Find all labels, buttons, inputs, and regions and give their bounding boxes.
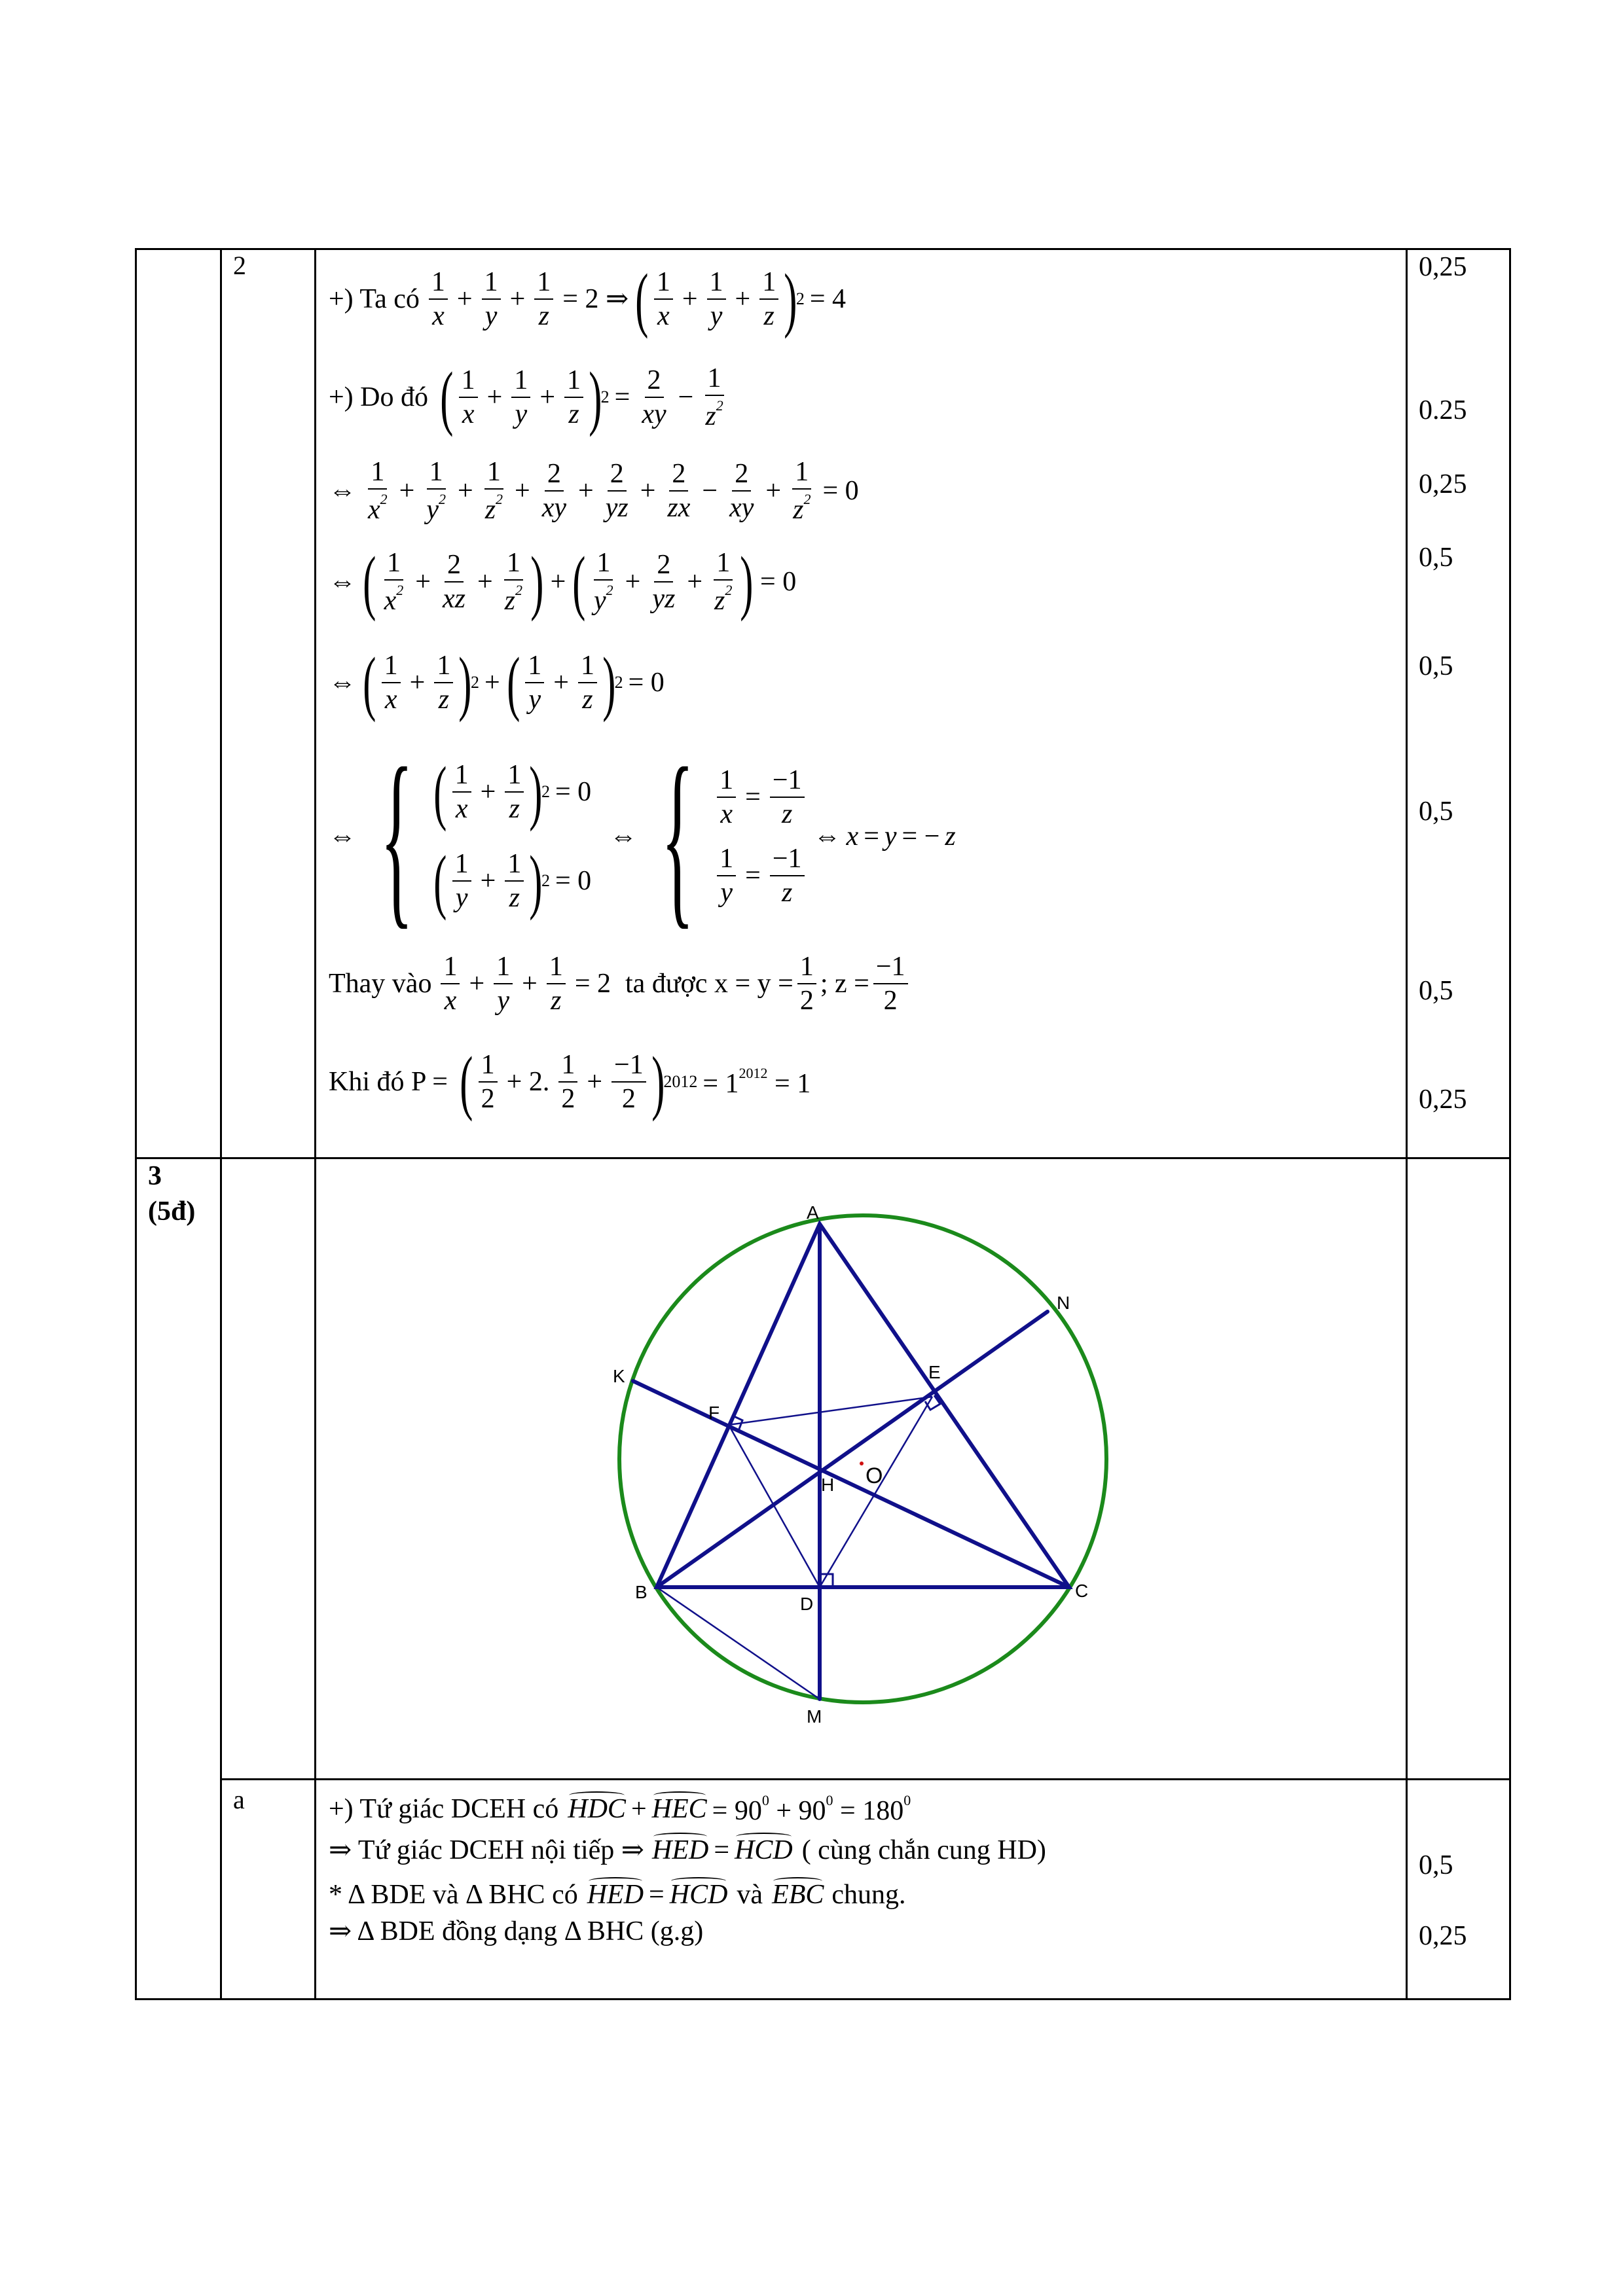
math-line-1: +) Ta có $\frac{1}{x}$ + $\frac{1}{y}$ + $\frac{1}{z}$ = 2 ⇒ ( $\frac{1}{x}$ + $\frac{1}{y}$ + $\frac{1}{z}$ ) 2 = 4 (329, 259, 847, 339)
fraction: $\frac{1}{z^2}$ (705, 363, 723, 431)
line-prefix: Khi đó P = (329, 1067, 448, 1097)
point-label: E (928, 1362, 941, 1382)
fraction: $\frac{2}{yz}$ (605, 459, 629, 523)
fraction: $\frac{1}{z^2}$ (504, 548, 523, 616)
point-label: B (635, 1582, 647, 1602)
sub-question-label: 2 (233, 251, 246, 280)
line-middle-text: ta được x = y = (625, 969, 793, 999)
line-prefix: +) Ta có (329, 284, 420, 314)
fraction: $\frac{2}{xy}$ (541, 459, 567, 523)
score: 0,25 (1419, 1085, 1467, 1115)
math-line-3: ⇔ $\frac{1}{x^2}$ + $\frac{1}{y^2}$ + $\frac{1}{z^2}$ + $\frac{2}{xy}$ + $\frac{2}{yz}$ + $\frac{2}{zx}$ − $\frac{2}{xy}$ + $\frac{1}{z^2}$ = 0 (329, 457, 859, 525)
fraction: $\frac{1}{z^2}$ (714, 548, 733, 616)
fraction: $\frac{1}{z}$ (759, 268, 778, 330)
row-divider-1 (135, 1157, 1511, 1159)
table-right-border (1509, 248, 1511, 2000)
fraction: $\frac{1}{y^2}$ (594, 548, 613, 616)
line-and: và (737, 1880, 763, 1910)
sub-question-label: a (233, 1785, 245, 1814)
line-prefix: * Δ BDE và Δ BHC có (329, 1880, 578, 1910)
fraction: $\frac{2}{xz}$ (442, 550, 465, 614)
fraction: $\frac{1}{z^2}$ (793, 457, 811, 525)
segment-FE (729, 1397, 932, 1425)
proof-line-3: * Δ BDE và Δ BHC có HED = HCD và EBC chung. (329, 1880, 906, 1910)
fraction: $\frac{1}{z}$ (578, 652, 597, 713)
table-top-border (135, 248, 1511, 250)
point-label: N (1057, 1293, 1070, 1313)
line-suffix: ( cùng chắn cung HD) (801, 1835, 1046, 1865)
proof-line-4: ⇒ Δ BDE đồng dạng Δ BHC (g.g) (329, 1916, 704, 1946)
fraction: $\frac{1}{y}$ (482, 268, 501, 330)
fraction: $\frac{2}{zx}$ (667, 459, 691, 523)
table-bottom-border (135, 1998, 1511, 2000)
line-z-text: ; z = (820, 969, 869, 999)
fraction: $\frac{1}{y}$ (511, 367, 530, 428)
math-line-8: Khi đó P = ( $\frac{1}{2}$ + 2. $\frac{1}{2}$ + $\frac{-1}{2}$ ) 2012 = $1^{2012} = 1$ (329, 1042, 811, 1122)
fraction: $\frac{1}{z^2}$ (484, 457, 503, 525)
line-prefix: Thay vào (329, 969, 432, 999)
point-label: O (866, 1463, 883, 1488)
score: 0,5 (1419, 651, 1453, 681)
fraction: $\frac{1}{x}$ (382, 652, 401, 713)
point-label: K (613, 1366, 625, 1386)
fraction: $\frac{2}{yz}$ (652, 550, 676, 614)
score: 0,5 (1419, 976, 1453, 1006)
segment-BM (657, 1587, 820, 1699)
point-label: F (708, 1403, 720, 1423)
fraction: $\frac{1}{x^2}$ (384, 548, 404, 616)
column-divider-1 (220, 248, 222, 2000)
math-line-2: +) Do đó ( $\frac{1}{x}$ + $\frac{1}{y}$ + $\frac{1}{z}$ ) 2 = $\frac{2}{xy}$ − $\frac{1}{z^2}$ (329, 361, 730, 433)
score: 0,25 (1419, 252, 1467, 282)
score: 0,25 (1419, 1921, 1467, 1951)
fraction: $\frac{1}{y^2}$ (426, 457, 446, 525)
segment-ED (820, 1397, 932, 1587)
fraction: $\frac{1}{x^2}$ (368, 457, 388, 525)
geometry-figure (576, 1178, 1165, 1727)
score: 0,5 (1419, 1850, 1453, 1880)
point-label: C (1075, 1581, 1089, 1601)
line-prefix: +) Do đó (329, 382, 429, 412)
fraction: $\frac{1}{z}$ (534, 268, 553, 330)
line-suffix: chung. (831, 1880, 906, 1910)
point-label: M (807, 1706, 822, 1727)
row-divider-2 (220, 1778, 1511, 1780)
center-dot (860, 1462, 864, 1465)
score: 0.25 (1419, 395, 1467, 425)
proof-line-1: +) Tứ giác DCEH có HDC + HEC = $90^0 + 90^0 = 180^0$ (329, 1792, 911, 1826)
question-number: 3 (148, 1161, 162, 1191)
fraction: $\frac{1}{x}$ (459, 367, 478, 428)
point-label: A (807, 1202, 819, 1223)
question-points: (5đ) (148, 1196, 196, 1227)
line-text: ⇒ Tứ giác DCEH nội tiếp ⇒ (329, 1835, 644, 1865)
line-prefix: +) Tứ giác DCEH có (329, 1794, 559, 1824)
score: 0,5 (1419, 797, 1453, 827)
fraction: $\frac{1}{z}$ (434, 652, 453, 713)
math-line-7: Thay vào $\frac{1}{x}$ + $\frac{1}{y}$ + $\frac{1}{z}$ = 2 ta được x = y = $\frac{1}{2}$ ; z = $\frac{-1}{2}$ (329, 953, 912, 1014)
fraction: $\frac{1}{y}$ (707, 268, 726, 330)
math-line-4: ⇔ ( $\frac{1}{x^2}$ + $\frac{2}{xz}$ + $\frac{1}{z^2}$ ) + ( $\frac{1}{y^2}$ + $\frac{2}{yz}$ + $\frac{1}{z^2}$ ) = 0 (329, 542, 797, 622)
point-label: D (800, 1594, 814, 1614)
fraction: $\frac{1}{z}$ (564, 367, 583, 428)
fraction: $\frac{1}{y}$ (525, 652, 544, 713)
fraction: $\frac{1}{x}$ (654, 268, 673, 330)
altitude-BN (657, 1312, 1048, 1587)
column-divider-3 (1406, 248, 1408, 2000)
fraction: $\frac{1}{x}$ (429, 268, 448, 330)
proof-line-2: ⇒ Tứ giác DCEH nội tiếp ⇒ HED = HCD ( cùng chắn cung HD) (329, 1835, 1046, 1865)
math-line-6: ⇔ { ( $\frac{1}{x}$ + $\frac{1}{z}$ ) 2 = 0 ( $\frac{1}{y}$ + $\frac{1}{z}$ ) 2 = 0 ⇔ { $\frac{1}{x}$ = $\frac{-1}{z}$ $\frac{1}{y}$ = $\frac{-1}{z}$ ⇔ x = y = − z (329, 728, 956, 945)
score: 0,25 (1419, 469, 1467, 499)
table-left-border (135, 248, 137, 2000)
point-label: H (821, 1475, 835, 1495)
column-divider-2 (314, 248, 316, 2000)
math-line-5: ⇔ ( $\frac{1}{x}$ + $\frac{1}{z}$ ) 2 + ( $\frac{1}{y}$ + $\frac{1}{z}$ ) 2 = 0 (329, 643, 665, 723)
fraction: $\frac{2}{xy}$ (729, 459, 754, 523)
fraction: $\frac{2}{xy}$ (642, 365, 666, 429)
score: 0,5 (1419, 543, 1453, 573)
